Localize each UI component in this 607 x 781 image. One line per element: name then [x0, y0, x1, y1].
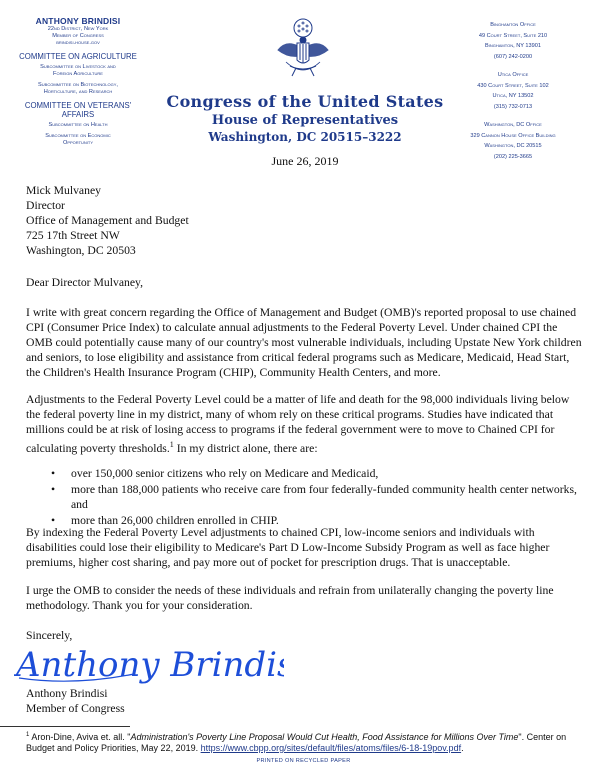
office-binghamton-phone: (607) 242-0200: [493, 53, 533, 60]
recycled-notice: PRINTED ON RECYCLED PAPER: [256, 758, 351, 764]
list-item-text: more than 188,000 patients who receive care from four federally-funded community health center networks, and: [71, 482, 577, 512]
city-zip: Washington, DC 20515–3222: [208, 130, 402, 144]
office-dc: Washington, DC Office: [484, 122, 542, 128]
district: 22nd District, New York: [47, 26, 109, 32]
paragraph-2: [26, 392, 586, 456]
subcommittee-economic: Subcommittee on Economic: [45, 133, 111, 139]
paragraph-2-tail: In my district alone, there are:: [173, 441, 318, 455]
signer-title: Member of Congress: [26, 702, 125, 715]
list-item: [26, 482, 586, 513]
office-dc-street: 329 Cannon House Office Building: [470, 132, 556, 139]
recipient-title: Director: [26, 199, 65, 212]
office-utica-phone: (315) 732-0713: [493, 103, 533, 110]
footnote-divider: [0, 726, 130, 727]
footnote: [26, 730, 591, 754]
salutation: Dear Director Mulvaney,: [26, 276, 144, 289]
letterhead-center: [150, 92, 460, 169]
letterhead-left: [18, 16, 138, 147]
website: brindisi.house.gov: [56, 40, 100, 46]
recipient-name: Mick Mulvaney: [26, 184, 101, 197]
footnote-ref[interactable]: 1: [169, 440, 174, 449]
paragraph-2-text: Adjustments to the Federal Poverty Level could be a matter of life and death for the 98,000 individuals living below the federal poverty line in my district, many of whom rely on these critical programs. Studies have indicated that millions could be at risk of losing access to programs if the federal government were to move to Chained CPI for calculating poverty thresholds.: [26, 393, 570, 455]
subcommittee-economic-2: Opportunity: [62, 140, 94, 146]
footnote-number: 1: [26, 732, 30, 738]
committee-veterans: COMMITTEE ON VETERANS': [24, 101, 132, 110]
footnote-source: ". Center on Budget and Policy Priorities, May 22, 2019.: [26, 732, 567, 753]
footnote-author: Aron-Dine, Aviva et. all. ": [29, 732, 131, 742]
bullet-icon: •: [51, 482, 56, 496]
office-utica: Utica Office: [497, 72, 529, 78]
subcommittee-biotech: Subcommittee on Biotechnology,: [38, 82, 118, 88]
committee-agriculture: COMMITTEE ON AGRICULTURE: [19, 52, 137, 61]
paragraph-3: By indexing the Federal Poverty Level adjustments to chained CPI, low-income seniors and individuals with disabilities could lose their eligibility to Medicare's Part D Low-Income Subsidy Program as well as face higher premiums, higher cost sharing, and pay more out of pocket for prescription drugs. That is unacceptable.: [26, 526, 550, 569]
letter-date: June 26, 2019: [271, 154, 339, 168]
signer-block: [26, 686, 586, 716]
recipient-city: Washington, DC 20503: [26, 244, 136, 257]
footnote-title: Administration's Poverty Line Proposal Would Cut Health, Food Assistance for Millions Over Time: [130, 732, 519, 742]
member-name: ANTHONY BRINDISI: [35, 16, 121, 26]
closing: Sincerely,: [26, 629, 73, 642]
paragraph-4: I urge the OMB to consider the needs of these individuals and refrain from unilaterally changing the poverty line methodology. Thank you for your consideration.: [26, 584, 554, 612]
congress-title: Congress of the United States: [166, 92, 444, 111]
bullet-list: [26, 466, 586, 528]
list-item-text: more than 26,000 children enrolled in CHIP.: [71, 513, 279, 527]
office-binghamton: Binghamton Office: [490, 22, 536, 28]
list-item: [26, 466, 586, 482]
recipient-address: [26, 183, 586, 258]
subcommittee-livestock: Subcommittee on Livestock and: [40, 64, 116, 70]
footnote-end: .: [461, 743, 464, 753]
recipient-office: Office of Management and Budget: [26, 214, 189, 227]
subcommittee-health: Subcommittee on Health: [48, 122, 108, 128]
footnote-link[interactable]: https://www.cbpp.org/sites/default/files/atoms/files/6-18-19pov.pdf: [200, 743, 462, 753]
signer-name: Anthony Brindisi: [26, 687, 108, 700]
office-utica-street: 430 Court Street, Suite 102: [477, 82, 549, 89]
office-utica-city: Utica, NY 13502: [492, 93, 534, 99]
subcommittee-biotech-2: Horticulture, and Research: [43, 89, 113, 95]
subcommittee-livestock-2: Foreign Agriculture: [53, 71, 103, 77]
bullet-icon: •: [51, 513, 56, 527]
office-dc-city: Washington, DC 20515: [484, 143, 542, 149]
signature: [14, 638, 284, 690]
member-label: Member of Congress: [52, 33, 104, 39]
signature-text: Anthony Brindisi: [16, 645, 284, 685]
paragraph-1: I write with great concern regarding the Office of Management and Budget (OMB)'s reported proposal to use chained CPI (Consumer Price Index) to calculate annual adjustments to the Federal Poverty Level. Under chained CPI the OMB could potentially cause many of our country's most vulnerable individuals, including Upstate New York children and seniors, to lose eligibility and assistance from critical federal programs such as Medicare, Medicaid, Head Start, the Children's Health Insurance Program (CHIP), Community Health Centers, and more.: [26, 306, 582, 379]
letterhead-right: [438, 20, 588, 162]
eagle-seal-icon: [270, 16, 336, 86]
office-binghamton-street: 49 Court Street, Suite 210: [478, 32, 548, 39]
list-item-text: over 150,000 senior citizens who rely on Medicare and Medicaid,: [71, 467, 379, 480]
office-binghamton-city: Binghamton, NY 13901: [485, 43, 541, 49]
office-dc-phone: (202) 225-3665: [493, 153, 533, 160]
bullet-icon: •: [51, 467, 56, 480]
committee-veterans-2: AFFAIRS: [61, 110, 95, 119]
recipient-street: 725 17th Street NW: [26, 229, 120, 242]
house-title: House of Representatives: [211, 113, 399, 128]
